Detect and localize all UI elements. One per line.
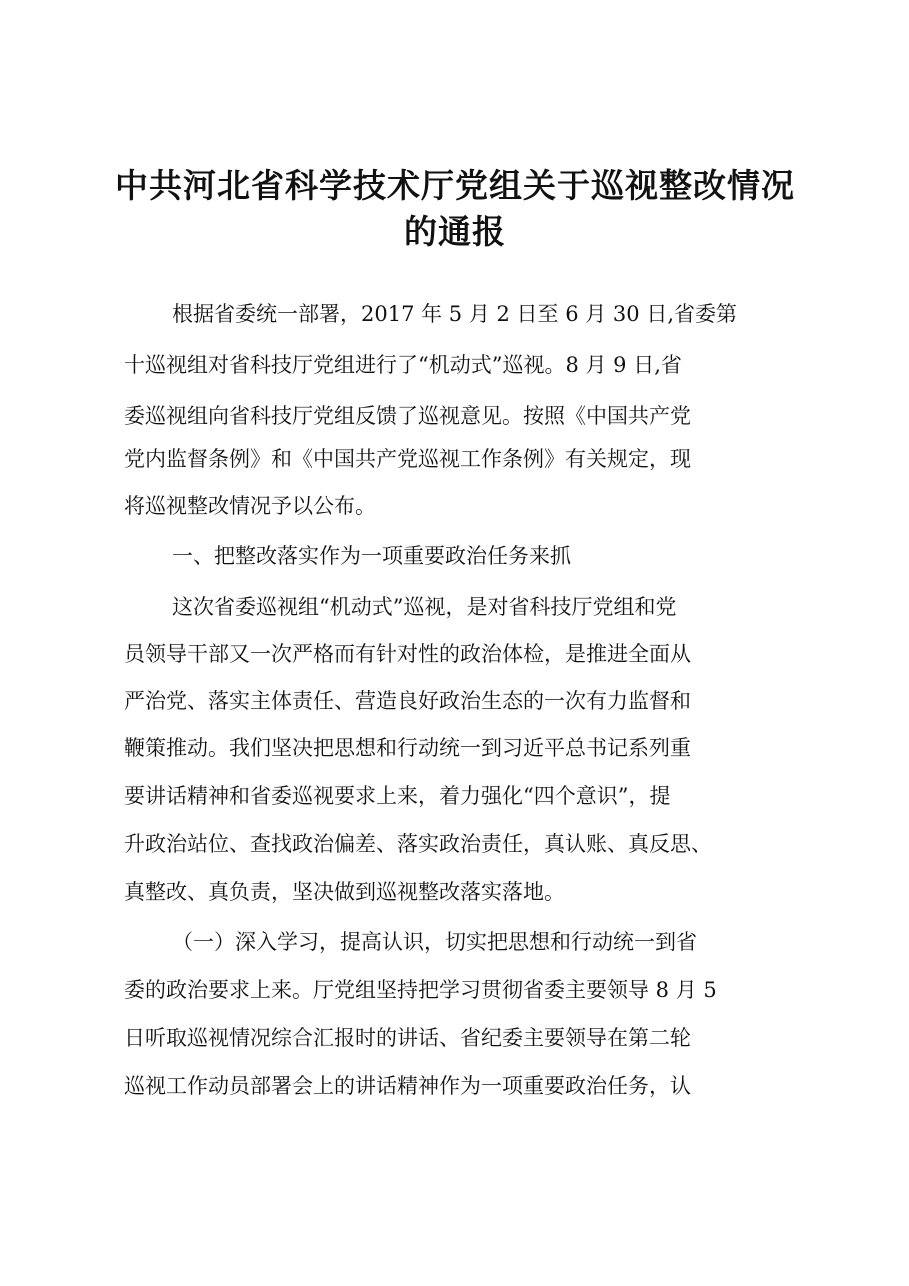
- paragraph-2-line-1: 这次省委巡视组“机动式”巡视，是对省科技厅党组和党: [172, 595, 677, 619]
- paragraph-1-line-3: 委巡视组向省科技厅党组反馈了巡视意见。按照《中国共产党: [124, 404, 691, 428]
- document-title-line-1: 中共河北省科学技术厅党组关于巡视整改情况: [115, 166, 795, 205]
- paragraph-1-line-5: 将巡视整改情况予以公布。: [124, 494, 376, 518]
- paragraph-1-line-4: 党内监督条例》和《中国共产党巡视工作条例》有关规定，现: [124, 447, 691, 471]
- paragraph-1-line-1: 根据省委统一部署，2017 年 5 月 2 日至 6 月 30 日,省委第: [172, 302, 737, 326]
- section-heading-1: 一、把整改落实作为一项重要政治任务来抓: [172, 544, 571, 568]
- subsection-paragraph-line-4: 巡视工作动员部署会上的讲话精神作为一项重要政治任务，认: [124, 1074, 691, 1098]
- paragraph-2-line-3: 严治党、落实主体责任、营造良好政治生态的一次有力监督和: [124, 689, 691, 713]
- paragraph-2-line-5: 要讲话精神和省委巡视要求上来，着力强化“四个意识”，提: [124, 784, 671, 808]
- subsection-paragraph-line-3: 日听取巡视情况综合汇报时的讲话、省纪委主要领导在第二轮: [124, 1026, 691, 1050]
- paragraph-2-line-4: 鞭策推动。我们坚决把思想和行动统一到习近平总书记系列重: [124, 736, 691, 760]
- subsection-paragraph-line-1: （一）深入学习，提高认识，切实把思想和行动统一到省: [172, 930, 697, 954]
- paragraph-2-line-2: 员领导干部又一次严格而有针对性的政治体检，是推进全面从: [124, 642, 691, 666]
- subsection-paragraph-line-2: 委的政治要求上来。厅党组坚持把学习贯彻省委主要领导 8 月 5: [124, 978, 717, 1002]
- paragraph-2-line-7: 真整改、真负责，坚决做到巡视整改落实落地。: [124, 880, 565, 904]
- document-title-line-2: 的通报: [404, 212, 506, 251]
- paragraph-2-line-6: 升政治站位、查找政治偏差、落实政治责任，真认账、真反思、: [124, 832, 712, 856]
- paragraph-1-line-2: 十巡视组对省科技厅党组进行了“机动式”巡视。8 月 9 日,省: [124, 353, 682, 377]
